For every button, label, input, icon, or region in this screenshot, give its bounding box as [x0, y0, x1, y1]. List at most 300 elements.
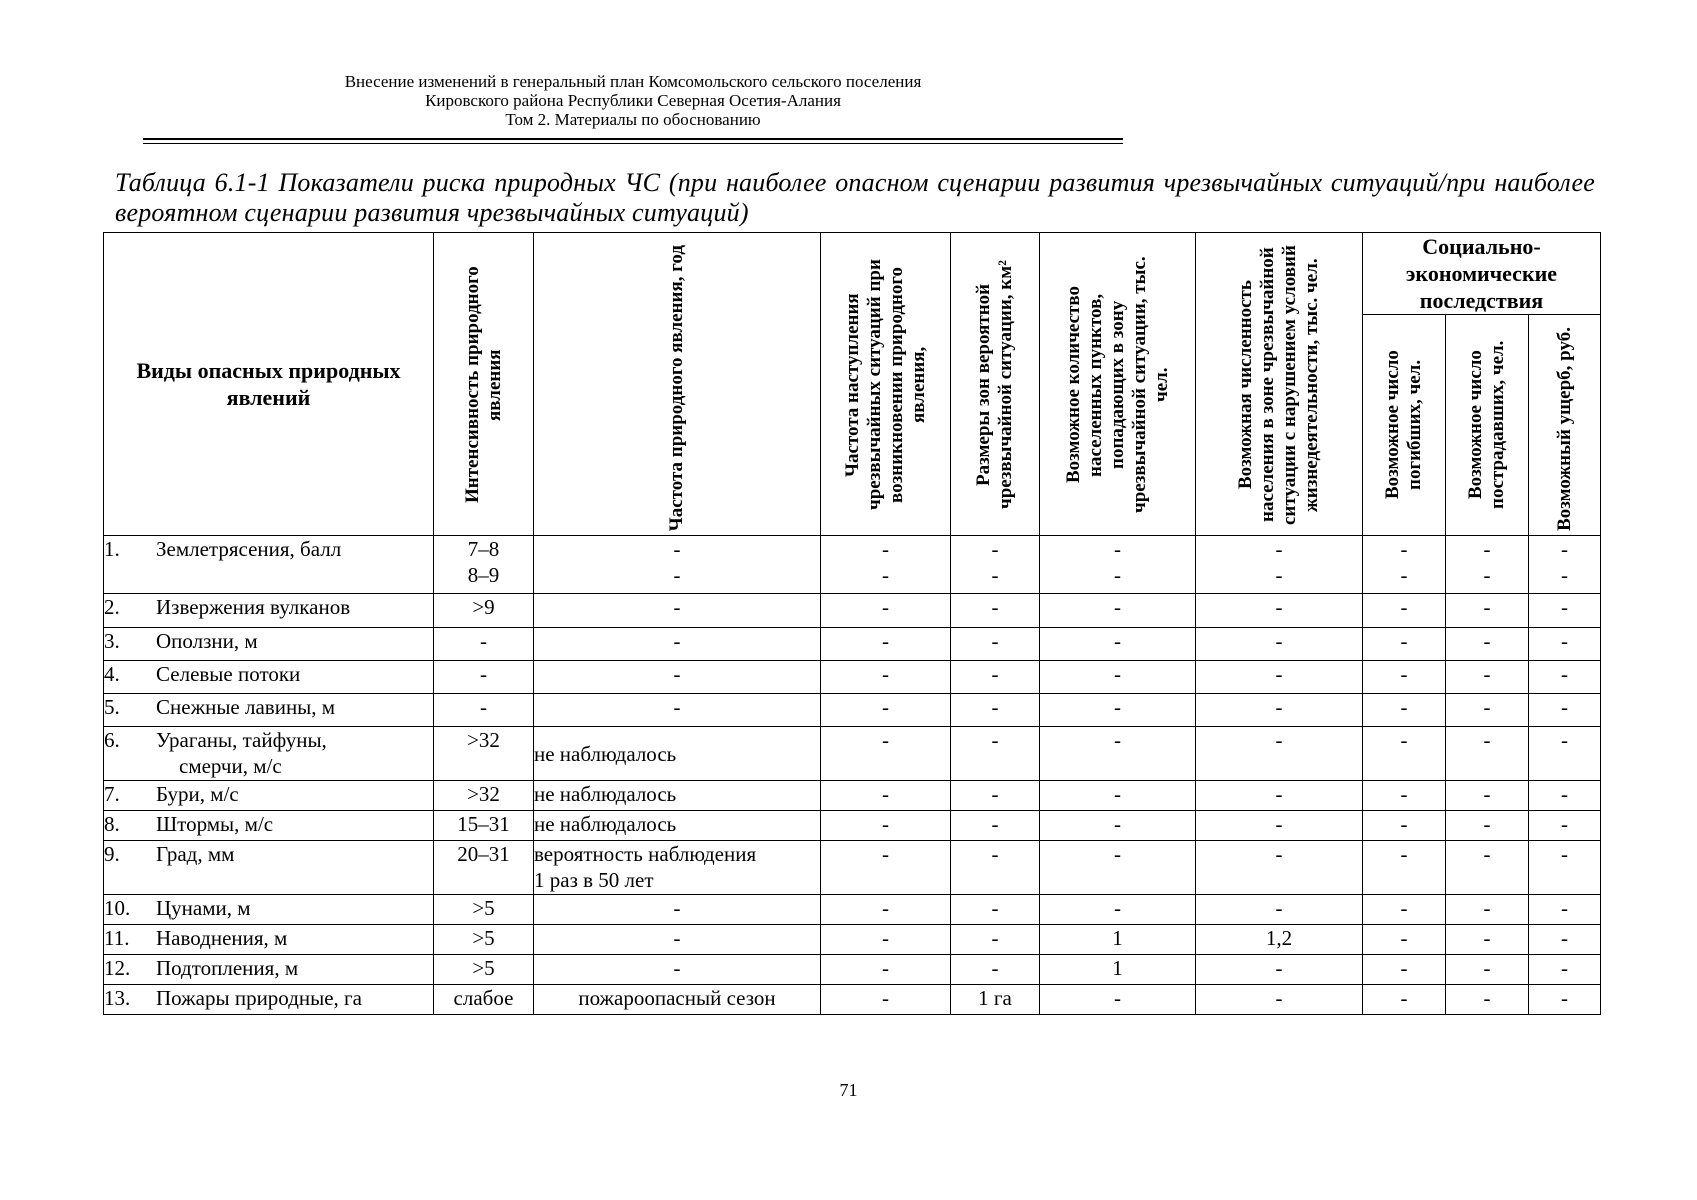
cell-value: не наблюдалось: [534, 782, 677, 806]
risk-table-body: [104, 536, 1601, 1015]
cell-emergency-freq: [821, 781, 951, 811]
row-kind-name: Подтопления, м: [156, 956, 299, 980]
cell-value: не наблюдалось: [534, 812, 677, 836]
row-kind-name: Цунами, м: [156, 896, 251, 920]
cell-emergency-freq: [821, 628, 951, 661]
cell-value: -: [882, 563, 889, 587]
cell-zone: [951, 628, 1040, 661]
cell-value: -: [1400, 986, 1408, 1010]
cell-value: -: [673, 629, 681, 653]
cell-value: -: [1561, 956, 1568, 980]
cell-population: [1196, 536, 1363, 594]
cell-emergency-freq: [821, 694, 951, 727]
row-number: 11.: [104, 926, 130, 950]
cell-emergency-freq: [821, 925, 951, 955]
cell-value: -: [673, 662, 681, 686]
cell-frequency: [534, 694, 821, 727]
cell-value: -: [1114, 662, 1121, 686]
cell-value: -: [673, 563, 681, 587]
cell-deaths: [1363, 781, 1446, 811]
cell-kind: [104, 594, 434, 628]
cell-population: [1196, 925, 1363, 955]
table-row: [104, 955, 1601, 985]
cell-value: -: [1275, 728, 1283, 752]
cell-zone: [951, 781, 1040, 811]
cell-deaths: [1363, 694, 1446, 727]
cell-deaths: [1363, 985, 1446, 1015]
cell-value: -: [673, 695, 681, 719]
cell-frequency: [534, 985, 821, 1015]
cell-emergency-freq: [821, 985, 951, 1015]
header-frequency: Частота природного явления, год: [534, 233, 821, 536]
cell-injured: [1446, 536, 1529, 594]
header-deaths: Возможное число погибших, чел.: [1363, 315, 1446, 536]
cell-frequency: [534, 955, 821, 985]
row-kind-name: Оползни, м: [156, 629, 258, 653]
cell-value: -: [1400, 782, 1408, 806]
cell-damage: [1529, 841, 1601, 895]
cell-value: -: [991, 812, 999, 836]
cell-value: -: [673, 896, 681, 920]
cell-value: -: [1483, 956, 1491, 980]
cell-kind: [104, 661, 434, 694]
row-number: 1.: [104, 537, 120, 561]
row-kind-name: Землетрясения, балл: [156, 537, 342, 561]
cell-frequency: [534, 727, 821, 781]
cell-value: -: [882, 956, 889, 980]
cell-value: -: [480, 662, 487, 686]
cell-frequency: [534, 661, 821, 694]
cell-kind: [104, 841, 434, 895]
cell-value: 20–31: [457, 842, 510, 866]
row-kind-name: Ураганы, тайфуны,: [156, 728, 327, 752]
cell-zone: [951, 727, 1040, 781]
cell-population: [1196, 955, 1363, 985]
cell-deaths: [1363, 594, 1446, 628]
cell-injured: [1446, 628, 1529, 661]
cell-value: -: [1114, 782, 1121, 806]
cell-value: -: [882, 986, 889, 1010]
cell-emergency-freq: [821, 895, 951, 925]
cell-value: -: [1114, 728, 1121, 752]
cell-value: -: [991, 956, 999, 980]
cell-population: [1196, 661, 1363, 694]
cell-value: -: [1561, 986, 1568, 1010]
cell-value: -: [1483, 563, 1491, 587]
cell-value: -: [1275, 956, 1283, 980]
cell-zone: [951, 661, 1040, 694]
cell-value: 7–8: [467, 537, 500, 561]
cell-intensity: [434, 985, 534, 1015]
table-row: [104, 985, 1601, 1015]
cell-damage: [1529, 895, 1601, 925]
table-row: [104, 781, 1601, 811]
row-kind-name: Селевые потоки: [156, 662, 301, 686]
cell-damage: [1529, 781, 1601, 811]
cell-value: 1 раз в 50 лет: [534, 868, 654, 892]
cell-damage: [1529, 985, 1601, 1015]
cell-zone: [951, 895, 1040, 925]
cell-value: -: [991, 926, 999, 950]
cell-injured: [1446, 925, 1529, 955]
cell-value: -: [991, 563, 999, 587]
cell-kind: [104, 694, 434, 727]
cell-kind: [104, 955, 434, 985]
cell-settlements: [1040, 661, 1196, 694]
cell-value: -: [1400, 595, 1408, 619]
cell-population: [1196, 895, 1363, 925]
cell-value: -: [1400, 695, 1408, 719]
cell-intensity: [434, 661, 534, 694]
cell-value: -: [1483, 812, 1491, 836]
cell-population: [1196, 841, 1363, 895]
cell-deaths: [1363, 811, 1446, 841]
cell-value: -: [1483, 986, 1491, 1010]
header-rule-thin: [143, 143, 1123, 144]
header-intensity: Интенсивность природного явления: [434, 233, 534, 536]
cell-value: -: [882, 537, 889, 561]
cell-value: >32: [467, 782, 500, 806]
cell-value: -: [673, 595, 681, 619]
table-row: [104, 925, 1601, 955]
cell-frequency: [534, 895, 821, 925]
cell-population: [1196, 594, 1363, 628]
cell-value: -: [1483, 629, 1491, 653]
header-injured: Возможное число пострадавших, чел.: [1446, 315, 1529, 536]
cell-emergency-freq: [821, 536, 951, 594]
row-kind-name: Штормы, м/с: [156, 812, 274, 836]
cell-kind: [104, 536, 434, 594]
table-caption: Таблица 6.1-1 Показатели риска природных ЧС (при наиболее опасном сценарии развития чрезвычайных ситуаций/при наиболее вероятном сценарии развития чрезвычайных ситуаций): [115, 168, 1595, 227]
cell-value: -: [991, 782, 999, 806]
cell-value: -: [673, 926, 681, 950]
cell-value: -: [1561, 728, 1568, 752]
cell-value: -: [1561, 812, 1568, 836]
cell-value: не наблюдалось: [534, 741, 677, 766]
cell-value: -: [1275, 537, 1283, 561]
cell-value: -: [1483, 782, 1491, 806]
cell-kind: [104, 895, 434, 925]
header-socio-economic: Социально-экономические последствия: [1363, 233, 1601, 315]
cell-injured: [1446, 694, 1529, 727]
cell-frequency: [534, 925, 821, 955]
table-row: [104, 661, 1601, 694]
cell-value: -: [1275, 842, 1283, 866]
cell-value: -: [1114, 595, 1121, 619]
cell-injured: [1446, 661, 1529, 694]
cell-value: >5: [472, 926, 495, 950]
cell-intensity: [434, 925, 534, 955]
cell-value: -: [1483, 728, 1491, 752]
cell-injured: [1446, 895, 1529, 925]
cell-zone: [951, 955, 1040, 985]
cell-settlements: [1040, 955, 1196, 985]
cell-damage: [1529, 811, 1601, 841]
cell-value: -: [673, 537, 681, 561]
cell-value: -: [1275, 563, 1283, 587]
cell-zone: [951, 985, 1040, 1015]
row-number: 13.: [104, 986, 131, 1010]
row-kind-name: Снежные лавины, м: [156, 695, 336, 719]
cell-kind: [104, 985, 434, 1015]
cell-value: -: [1561, 537, 1568, 561]
row-number: 6.: [104, 728, 120, 752]
cell-value: -: [480, 629, 487, 653]
cell-population: [1196, 694, 1363, 727]
cell-deaths: [1363, 925, 1446, 955]
row-number: 12.: [104, 956, 131, 980]
cell-value: >5: [472, 896, 495, 920]
cell-population: [1196, 781, 1363, 811]
cell-frequency: [534, 811, 821, 841]
cell-frequency: [534, 781, 821, 811]
cell-value: -: [1114, 842, 1121, 866]
cell-value: -: [1275, 782, 1283, 806]
cell-emergency-freq: [821, 594, 951, 628]
row-number: 9.: [104, 842, 120, 866]
cell-value: -: [1561, 782, 1568, 806]
row-number: 4.: [104, 662, 120, 686]
cell-frequency: [534, 594, 821, 628]
cell-emergency-freq: [821, 811, 951, 841]
cell-value: -: [1561, 896, 1568, 920]
cell-zone: [951, 841, 1040, 895]
page-number: 71: [839, 1080, 858, 1100]
cell-deaths: [1363, 661, 1446, 694]
cell-value: 8–9: [467, 563, 500, 587]
cell-injured: [1446, 811, 1529, 841]
row-kind-name: Наводнения, м: [156, 926, 288, 950]
cell-value: -: [991, 728, 999, 752]
cell-zone: [951, 811, 1040, 841]
cell-value: -: [991, 896, 999, 920]
cell-value: >9: [472, 595, 495, 619]
cell-settlements: [1040, 594, 1196, 628]
cell-value: слабое: [453, 986, 514, 1010]
cell-value: -: [1114, 896, 1121, 920]
cell-settlements: [1040, 925, 1196, 955]
cell-settlements: [1040, 628, 1196, 661]
cell-value: -: [991, 629, 999, 653]
cell-value: 1: [1112, 926, 1123, 950]
cell-settlements: [1040, 985, 1196, 1015]
cell-settlements: [1040, 694, 1196, 727]
cell-damage: [1529, 628, 1601, 661]
header-emergency-frequency: Частота наступления чрезвычайных ситуаций при возникновении природного явления,: [821, 233, 951, 536]
cell-value: -: [1561, 842, 1568, 866]
cell-value: -: [1483, 926, 1491, 950]
cell-emergency-freq: [821, 661, 951, 694]
header-damage: Возможный ущерб, руб.: [1529, 315, 1601, 536]
cell-value: -: [882, 595, 889, 619]
cell-zone: [951, 925, 1040, 955]
cell-population: [1196, 628, 1363, 661]
cell-settlements: [1040, 536, 1196, 594]
row-kind-name: Град, мм: [156, 842, 235, 866]
cell-value: -: [882, 896, 889, 920]
cell-value: -: [882, 629, 889, 653]
row-kind-name: Бури, м/с: [156, 782, 239, 806]
cell-value: -: [991, 537, 999, 561]
cell-value: -: [1275, 812, 1283, 836]
cell-intensity: [434, 781, 534, 811]
cell-value: -: [991, 695, 999, 719]
cell-value: -: [1400, 896, 1408, 920]
header-population: Возможная численность населения в зоне чрезвычайной ситуации с нарушением условий жизнедеятельности, тыс. чел.: [1196, 233, 1363, 536]
cell-value: -: [1275, 695, 1283, 719]
cell-value: -: [882, 926, 889, 950]
row-number: 5.: [104, 695, 120, 719]
cell-value: -: [1400, 563, 1408, 587]
cell-value: -: [1275, 595, 1283, 619]
row-number: 7.: [104, 782, 120, 806]
cell-value: -: [1561, 595, 1568, 619]
table-row: [104, 694, 1601, 727]
cell-intensity: [434, 694, 534, 727]
cell-value: >5: [472, 956, 495, 980]
table-row: [104, 841, 1601, 895]
cell-value: >32: [467, 728, 500, 752]
cell-frequency: [534, 628, 821, 661]
cell-intensity: [434, 955, 534, 985]
cell-frequency: [534, 841, 821, 895]
cell-value: -: [1114, 537, 1121, 561]
cell-kind: [104, 628, 434, 661]
table-row: [104, 811, 1601, 841]
cell-emergency-freq: [821, 727, 951, 781]
row-kind-name: Пожары природные, га: [156, 986, 362, 1010]
cell-kind: [104, 727, 434, 781]
cell-settlements: [1040, 811, 1196, 841]
risk-table: [103, 232, 1601, 1015]
cell-value: -: [1400, 662, 1408, 686]
row-number: 8.: [104, 812, 120, 836]
cell-settlements: [1040, 895, 1196, 925]
cell-value: -: [1275, 662, 1283, 686]
header-settlements: Возможное количество населенных пунктов, попадающих в зону чрезвычайной ситуации, тыс. чел.: [1040, 233, 1196, 536]
cell-deaths: [1363, 895, 1446, 925]
cell-value: -: [1483, 695, 1491, 719]
cell-value: -: [882, 728, 889, 752]
cell-value: -: [882, 782, 889, 806]
cell-intensity: [434, 628, 534, 661]
cell-value: -: [1275, 986, 1283, 1010]
cell-population: [1196, 985, 1363, 1015]
cell-emergency-freq: [821, 841, 951, 895]
row-kind-name-continued: смерчи, м/с: [179, 754, 282, 778]
cell-population: [1196, 727, 1363, 781]
cell-damage: [1529, 925, 1601, 955]
cell-injured: [1446, 594, 1529, 628]
cell-injured: [1446, 727, 1529, 781]
cell-value: -: [1400, 842, 1408, 866]
cell-damage: [1529, 955, 1601, 985]
cell-value: вероятность наблюдения: [534, 842, 757, 866]
table-row: [104, 594, 1601, 628]
row-number: 3.: [104, 629, 120, 653]
cell-kind: [104, 811, 434, 841]
cell-value: -: [1483, 896, 1491, 920]
cell-emergency-freq: [821, 955, 951, 985]
cell-value: -: [882, 695, 889, 719]
cell-settlements: [1040, 841, 1196, 895]
cell-value: -: [1275, 896, 1283, 920]
cell-zone: [951, 694, 1040, 727]
cell-value: -: [1400, 728, 1408, 752]
cell-value: -: [1275, 629, 1283, 653]
cell-damage: [1529, 661, 1601, 694]
cell-value: -: [1114, 563, 1121, 587]
cell-intensity: [434, 811, 534, 841]
cell-value: -: [1114, 812, 1121, 836]
cell-injured: [1446, 985, 1529, 1015]
cell-deaths: [1363, 727, 1446, 781]
cell-intensity: [434, 895, 534, 925]
cell-value: -: [1400, 926, 1408, 950]
cell-value: -: [882, 812, 889, 836]
row-number: 10.: [104, 896, 131, 920]
cell-value: 1,2: [1265, 926, 1293, 950]
cell-intensity: [434, 727, 534, 781]
cell-value: -: [1400, 812, 1408, 836]
cell-value: -: [1114, 629, 1121, 653]
header-kind: Виды опасных природных явлений: [104, 233, 434, 536]
header-line-1: Внесение изменений в генеральный план Комсомольского сельского поселения: [344, 72, 922, 91]
cell-deaths: [1363, 536, 1446, 594]
cell-value: -: [1483, 537, 1491, 561]
cell-value: -: [1561, 629, 1568, 653]
cell-injured: [1446, 781, 1529, 811]
document-header: [143, 72, 1123, 129]
header-line-2: Кировского района Республики Северная Осетия-Алания: [425, 91, 841, 110]
header-rule-thick: [143, 138, 1123, 140]
cell-value: -: [991, 595, 999, 619]
cell-value: -: [882, 842, 889, 866]
cell-zone: [951, 594, 1040, 628]
cell-settlements: [1040, 727, 1196, 781]
cell-value: пожароопасный сезон: [578, 986, 776, 1010]
cell-damage: [1529, 694, 1601, 727]
cell-value: -: [1400, 629, 1408, 653]
cell-zone: [951, 536, 1040, 594]
cell-value: 1 га: [978, 986, 1012, 1010]
cell-value: -: [991, 662, 999, 686]
table-row: [104, 628, 1601, 661]
cell-injured: [1446, 955, 1529, 985]
cell-value: -: [991, 842, 999, 866]
cell-value: -: [1483, 842, 1491, 866]
cell-kind: [104, 781, 434, 811]
table-row: [104, 727, 1601, 781]
cell-deaths: [1363, 955, 1446, 985]
cell-frequency: [534, 536, 821, 594]
cell-intensity: [434, 841, 534, 895]
cell-damage: [1529, 536, 1601, 594]
cell-injured: [1446, 841, 1529, 895]
cell-kind: [104, 925, 434, 955]
cell-value: -: [1561, 926, 1568, 950]
cell-population: [1196, 811, 1363, 841]
header-line-3: Том 2. Материалы по обоснованию: [505, 110, 761, 129]
cell-value: -: [1483, 595, 1491, 619]
cell-value: -: [1114, 986, 1121, 1010]
cell-value: -: [1561, 563, 1568, 587]
cell-value: -: [1483, 662, 1491, 686]
cell-damage: [1529, 727, 1601, 781]
cell-deaths: [1363, 628, 1446, 661]
cell-intensity: [434, 536, 534, 594]
cell-value: -: [480, 695, 487, 719]
